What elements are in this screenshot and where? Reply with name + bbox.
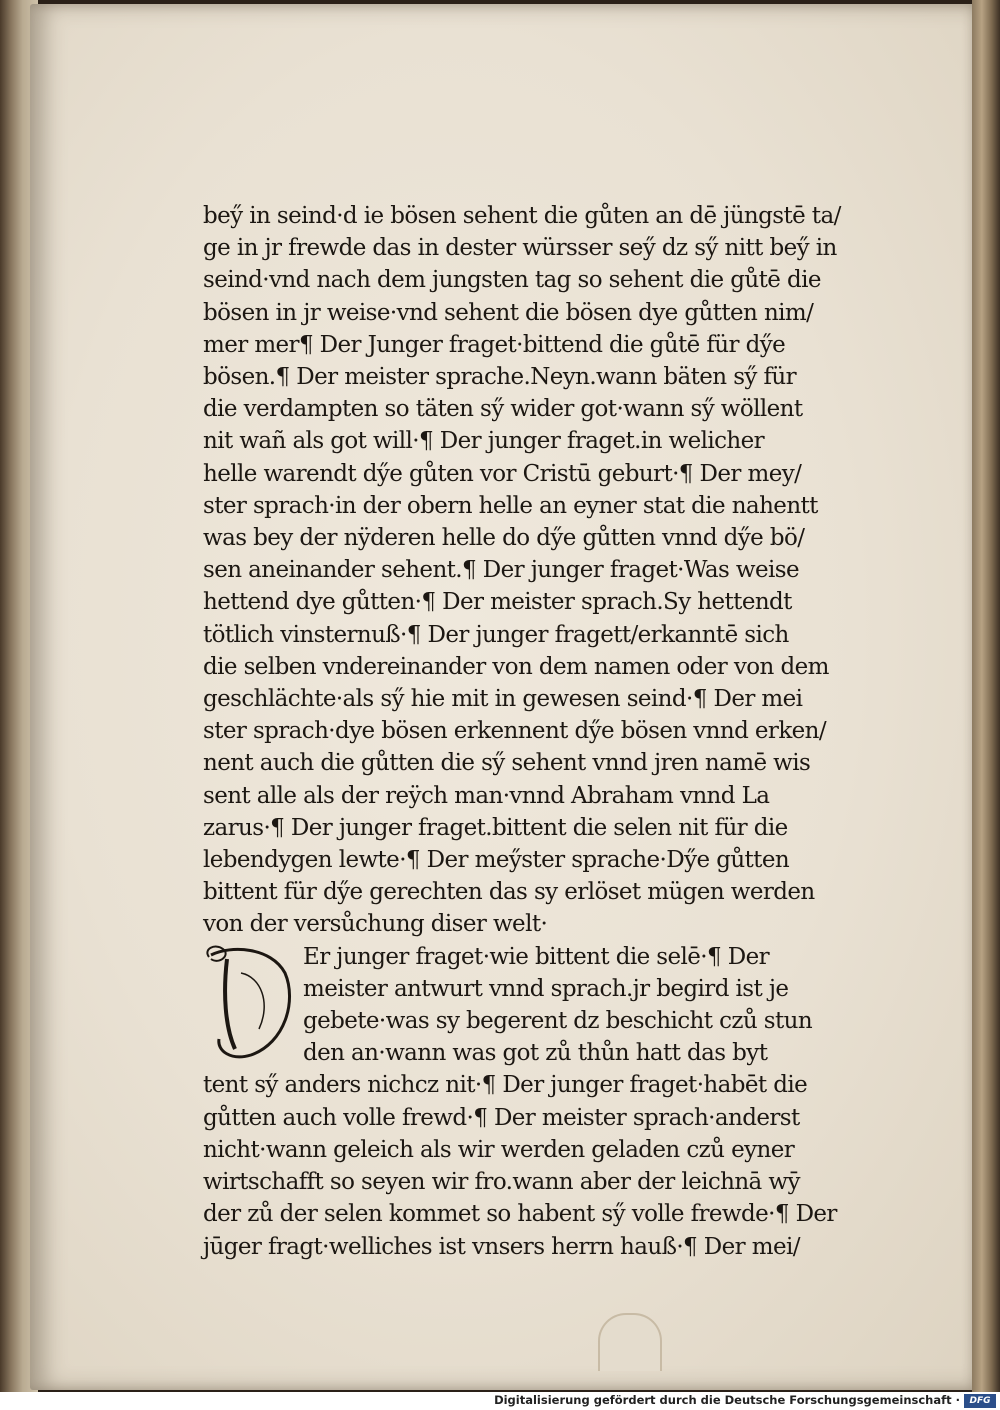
text-line: bittent für dy̋e gerechten das sy erlöset mügen werden — [203, 879, 815, 906]
text-line: geschlächte·als sy̋ hie mit in gewesen seind·¶ Der mei — [203, 686, 803, 713]
text-line: Er junger fraget·wie bittent die selē·¶ Der — [303, 943, 769, 970]
text-line: sen aneinander sehent.¶ Der junger fraget·Was weise — [203, 557, 799, 584]
main-paragraph — [203, 200, 843, 941]
funding-credit: Digitalisierung gefördert durch die Deutsche Forschungsgemeinschaft · — [494, 1393, 960, 1407]
text-line: tötlich vinsternuß·¶ Der junger fragett/erkanntē sich — [203, 621, 789, 648]
text-line: nit wañ als got will·¶ Der junger fraget.in welicher — [203, 428, 765, 455]
page-text — [203, 200, 843, 1263]
footer-bar — [0, 1392, 1000, 1410]
text-line: tent sy̋ anders nichcz nit·¶ Der junger fraget·habēt die — [203, 1072, 808, 1099]
text-line: nent auch die gůtten die sy̋ sehent vnnd jren namē wis — [203, 750, 811, 777]
text-line: meister antwurt vnnd sprach.jr begird ist je — [303, 975, 789, 1002]
text-line: gebete·was sy begerent dz beschicht czů stun — [303, 1008, 813, 1035]
text-line: was bey der nÿderen helle do dy̋e gůtten vnnd dy̋e bö/ — [203, 525, 805, 552]
page-tab-cutout — [598, 1313, 662, 1371]
dfg-logo: DFG — [964, 1394, 996, 1408]
text-line: hettend dye gůtten·¶ Der meister sprach.Sy hettendt — [203, 589, 792, 616]
text-line: helle warendt dy̋e gůten vor Cristū geburt·¶ Der mey/ — [203, 460, 802, 487]
tail-paragraph — [203, 1069, 843, 1262]
text-line: lebendygen lewte·¶ Der mey̋ster sprache·Dy̋e gůtten — [203, 847, 790, 874]
text-line: bösen in jr weise·vnd sehent die bösen dye gůtten nim/ — [203, 299, 814, 326]
text-line: der zů der selen kommet so habent sy̋ volle frewde·¶ Der — [203, 1201, 837, 1228]
text-line: gůtten auch volle frewd·¶ Der meister sprach·anderst — [203, 1104, 800, 1131]
right-page-edge — [972, 0, 1000, 1392]
text-line: sent alle als der reÿch man·vnnd Abraham vnnd La — [203, 782, 770, 809]
text-line: die verdampten so täten sy̋ wider got·wann sy̋ wöllent — [203, 396, 803, 423]
decorated-initial — [201, 943, 297, 1061]
text-line: bösen.¶ Der meister sprache.Neyn.wann bäten sy̋ für — [203, 364, 797, 391]
text-line: seind·vnd nach dem jungsten tag so sehent die gůtē die — [203, 267, 821, 294]
text-line: von der versůchung diser welt· — [203, 911, 548, 938]
initial-lines — [203, 941, 843, 1070]
initial-section — [203, 941, 843, 1070]
text-line: ster sprach·dye bösen erkennent dy̋e bösen vnnd erken/ — [203, 718, 827, 745]
text-line: ster sprach·in der obern helle an eyner stat die nahentt — [203, 492, 818, 519]
text-line: jūger fragt·welliches ist vnsers herrn hauß·¶ Der mei/ — [203, 1233, 800, 1260]
text-line: nicht·wann geleich als wir werden geladen czů eyner — [203, 1136, 795, 1163]
text-line: mer mer¶ Der Junger fraget·bittend die gůtē für dy̋e — [203, 331, 786, 358]
text-line: bey̋ in seind·d ie bösen sehent die gůten an dē jüngstē ta/ — [203, 203, 841, 229]
text-line: den an·wann was got zů thůn hatt das byt — [303, 1040, 768, 1067]
text-line: zarus·¶ Der junger fraget.bittent die selen nit für die — [203, 814, 788, 841]
text-line: wirtschafft so seyen wir fro.wann aber der leichnā wȳ — [203, 1169, 800, 1196]
text-line: ge in jr frewde das in dester würsser sey̋ dz sy̋ nitt bey̋ in — [203, 235, 837, 262]
text-line: die selben vndereinander von dem namen oder von dem — [203, 653, 829, 680]
